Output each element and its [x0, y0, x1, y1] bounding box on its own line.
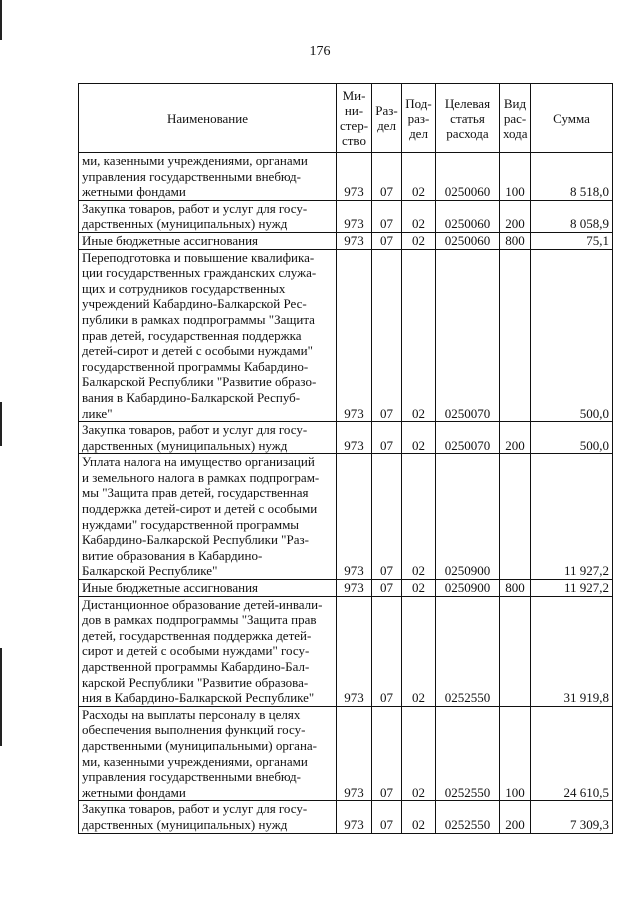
cell-ministry: 973 — [337, 706, 372, 801]
cell-amount: 8 518,0 — [531, 153, 613, 201]
header-ministry: Ми- ни- стер- ство — [337, 84, 372, 153]
cell-ministry: 973 — [337, 596, 372, 706]
cell-expense-type: 800 — [500, 580, 531, 597]
cell-amount: 8 058,9 — [531, 200, 613, 232]
cell-expense-type: 200 — [500, 422, 531, 454]
cell-subsection: 02 — [402, 706, 436, 801]
cell-ministry: 973 — [337, 801, 372, 833]
header-expense-type: Вид рас- хода — [500, 84, 531, 153]
header-target-article: Целевая статья расхода — [436, 84, 500, 153]
cell-section: 07 — [372, 422, 402, 454]
cell-subsection: 02 — [402, 580, 436, 597]
cell-subsection: 02 — [402, 596, 436, 706]
cell-expense-type: 800 — [500, 232, 531, 249]
table-row — [79, 454, 613, 580]
cell-subsection: 02 — [402, 422, 436, 454]
cell-name: Расходы на выплаты персоналу в целях обеспечения выполнения функций госу- дарственными (муниципальными) органа- ми, казенными учреждениями, органами управления государственными внебюд- жетными фондами — [79, 706, 337, 801]
cell-section: 07 — [372, 200, 402, 232]
cell-section: 07 — [372, 153, 402, 201]
table-row — [79, 200, 613, 232]
cell-expense-type: 100 — [500, 153, 531, 201]
cell-section: 07 — [372, 801, 402, 833]
table-row — [79, 580, 613, 597]
cell-name: Закупка товаров, работ и услуг для госу- дарственных (муниципальных) нужд — [79, 801, 337, 833]
table-row — [79, 232, 613, 249]
cell-amount: 500,0 — [531, 422, 613, 454]
table-header-row — [79, 84, 613, 153]
cell-amount: 500,0 — [531, 249, 613, 422]
header-section: Раз- дел — [372, 84, 402, 153]
table-row — [79, 801, 613, 833]
cell-name: ми, казенными учреждениями, органами управления государственными внебюд- жетными фондами — [79, 153, 337, 201]
cell-ministry: 973 — [337, 580, 372, 597]
cell-name: Переподготовка и повышение квалифика- ции государственных гражданских служа- щих и сотрудников государственных учреждений Кабардино-Балкарской Рес- публики в рамках подпрограммы "Защита прав детей, государственная поддержка детей-сирот и детей с особыми нуждами" государственной программы Кабардино- Балкарской Республики "Развитие образо- вания в Кабардино-Балкарской Респуб- лике" — [79, 249, 337, 422]
cell-target-article: 0250060 — [436, 153, 500, 201]
header-name: Наименование — [79, 84, 337, 153]
cell-expense-type — [500, 249, 531, 422]
cell-expense-type: 100 — [500, 706, 531, 801]
cell-name: Уплата налога на имущество организаций и земельного налога в рамках подпрограм- мы "Защита прав детей, государственная поддержка детей-сирот и детей с особыми нуждами" государственной программы Кабардино-Балкарской Республики "Раз- витие образования в Кабардино- Балкарской Республике" — [79, 454, 337, 580]
table-row — [79, 249, 613, 422]
cell-subsection: 02 — [402, 454, 436, 580]
cell-amount: 11 927,2 — [531, 454, 613, 580]
cell-target-article: 0252550 — [436, 801, 500, 833]
cell-name: Дистанционное образование детей-инвали- дов в рамках подпрограммы "Защита прав детей, государственная поддержка детей- сирот и детей с особыми нуждами" госу- дарственной программы Кабардино-Бал- карской Республики "Развитие образова- ния в Кабардино-Балкарской Республике" — [79, 596, 337, 706]
cell-target-article: 0250060 — [436, 200, 500, 232]
margin-mark-bottom — [0, 648, 2, 746]
cell-ministry: 973 — [337, 232, 372, 249]
cell-subsection: 02 — [402, 232, 436, 249]
cell-target-article: 0252550 — [436, 596, 500, 706]
cell-subsection: 02 — [402, 200, 436, 232]
cell-expense-type: 200 — [500, 200, 531, 232]
table-row — [79, 706, 613, 801]
cell-section: 07 — [372, 706, 402, 801]
page-number: 176 — [309, 44, 331, 59]
budget-table — [78, 83, 613, 834]
header-subsection: Под- раз- дел — [402, 84, 436, 153]
cell-ministry: 973 — [337, 454, 372, 580]
cell-ministry: 973 — [337, 200, 372, 232]
table-row — [79, 153, 613, 201]
cell-amount: 31 919,8 — [531, 596, 613, 706]
cell-target-article: 0250070 — [436, 249, 500, 422]
cell-target-article: 0250070 — [436, 422, 500, 454]
cell-ministry: 973 — [337, 422, 372, 454]
cell-expense-type: 200 — [500, 801, 531, 833]
cell-section: 07 — [372, 596, 402, 706]
cell-name: Иные бюджетные ассигнования — [79, 580, 337, 597]
cell-subsection: 02 — [402, 801, 436, 833]
cell-amount: 11 927,2 — [531, 580, 613, 597]
table-row — [79, 596, 613, 706]
cell-subsection: 02 — [402, 249, 436, 422]
table-body — [79, 153, 613, 834]
cell-section: 07 — [372, 580, 402, 597]
cell-subsection: 02 — [402, 153, 436, 201]
cell-target-article: 0252550 — [436, 706, 500, 801]
cell-ministry: 973 — [337, 153, 372, 201]
cell-ministry: 973 — [337, 249, 372, 422]
cell-section: 07 — [372, 249, 402, 422]
cell-section: 07 — [372, 232, 402, 249]
cell-amount: 75,1 — [531, 232, 613, 249]
cell-expense-type — [500, 454, 531, 580]
cell-target-article: 0250060 — [436, 232, 500, 249]
cell-name: Закупка товаров, работ и услуг для госу- дарственных (муниципальных) нужд — [79, 422, 337, 454]
cell-name: Закупка товаров, работ и услуг для госу- дарственных (муниципальных) нужд — [79, 200, 337, 232]
cell-target-article: 0250900 — [436, 580, 500, 597]
cell-expense-type — [500, 596, 531, 706]
cell-section: 07 — [372, 454, 402, 580]
cell-name: Иные бюджетные ассигнования — [79, 232, 337, 249]
cell-amount: 24 610,5 — [531, 706, 613, 801]
header-amount: Сумма — [531, 84, 613, 153]
margin-mark-top — [0, 0, 2, 40]
cell-target-article: 0250900 — [436, 454, 500, 580]
cell-amount: 7 309,3 — [531, 801, 613, 833]
margin-mark-middle — [0, 402, 2, 446]
table-row — [79, 422, 613, 454]
